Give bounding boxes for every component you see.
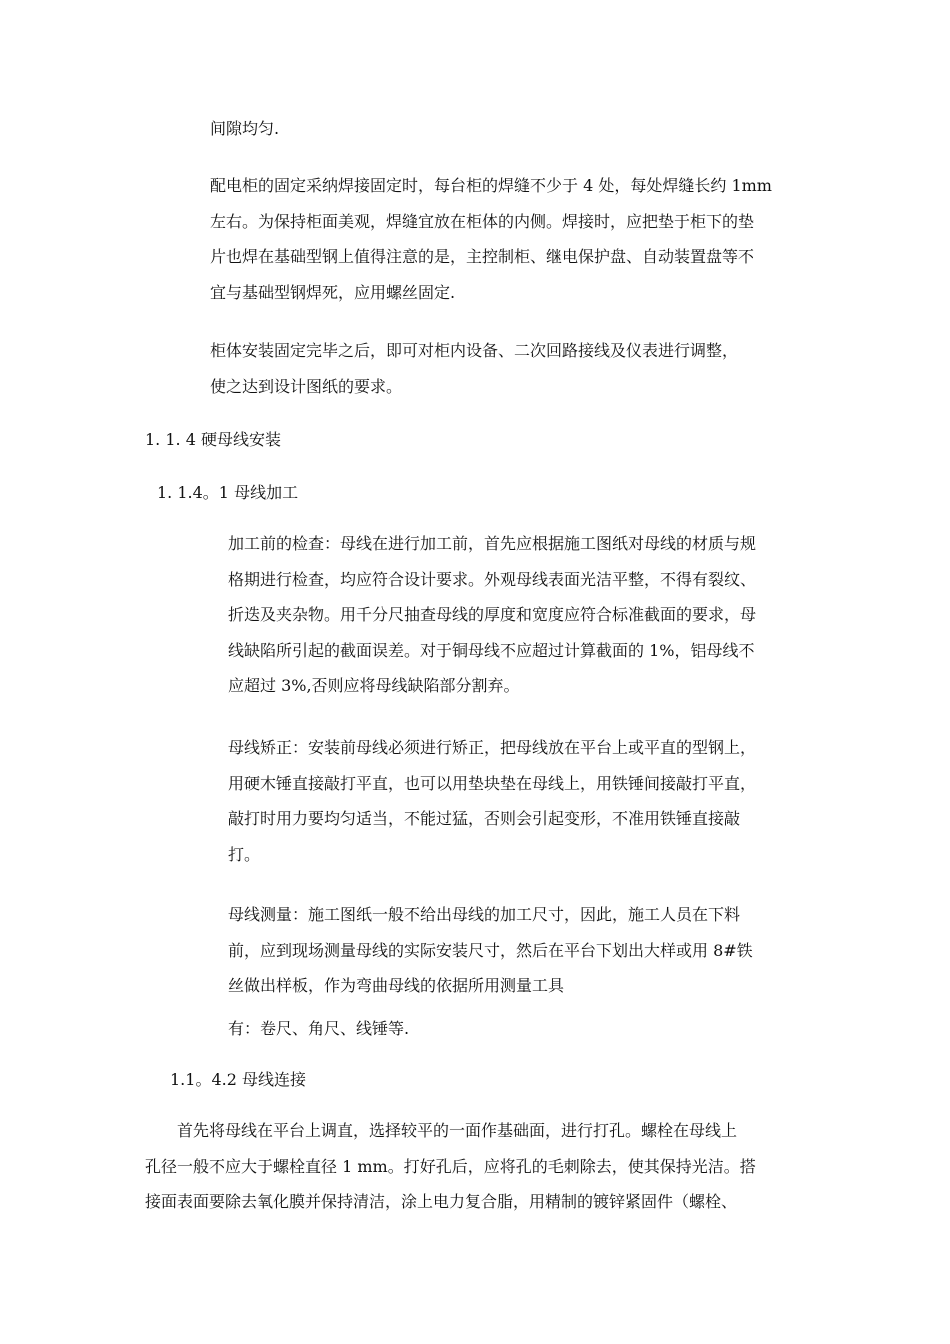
section-heading-1-1-4: 1. 1. 4 硬母线安装 [145, 430, 281, 449]
text-line: 柜体安装固定完毕之后，即可对柜内设备、二次回路接线及仪表进行调整， [210, 341, 739, 360]
text-line: 左右。为保持柜面美观，焊缝宜放在柜体的内侧。焊接时，应把垫于柜下的垫 [210, 211, 755, 231]
text-line: 丝做出样板，作为弯曲母线的依据所用测量工具 [228, 976, 565, 995]
text-line: 使之达到设计图纸的要求。 [210, 376, 403, 396]
text-line: 加工前的检查：母线在进行加工前，首先应根据施工图纸对母线的材质与规 [228, 534, 757, 553]
section-heading-1-1-4-2: 1.1。4.2 母线连接 [170, 1070, 306, 1089]
text-line: 宜与基础型钢焊死，应用螺丝固定. [210, 282, 456, 302]
text-line: 有：卷尺、角尺、线锤等. [228, 1019, 410, 1038]
paragraph-busbar-straightening [228, 730, 756, 872]
text-line: 格期进行检查，均应符合设计要求。外观母线表面光洁平整，不得有裂纹、 [228, 569, 757, 589]
paragraph-pre-processing-inspection [228, 526, 756, 704]
text-line: 孔径一般不应大于螺栓直径 1 mm。打好孔后，应将孔的毛刺除去，使其保持光洁。搭 [145, 1156, 756, 1176]
paragraph-measuring-tools [228, 1015, 409, 1043]
text-line: 打。 [228, 844, 261, 864]
text-line: 接面表面要除去氧化膜并保持清洁，涂上电力复合脂，用精制的镀锌紧固件（螺栓、 [145, 1192, 738, 1211]
text-line: 母线测量：施工图纸一般不给出母线的加工尺寸，因此，施工人员在下料 [228, 905, 741, 924]
text-line: 用硬木锤直接敲打平直，也可以用垫块垫在母线上，用铁锤间接敲打平直， [228, 773, 757, 793]
text-line: 应超过 3%,否则应将母线缺陷部分割弃。 [228, 676, 520, 695]
text-line: 首先将母线在平台上调直，选择较平的一面作基础面，进行打孔。螺栓在母线上 [177, 1121, 738, 1140]
text-line: 折迭及夹杂物。用千分尺抽查母线的厚度和宽度应符合标准截面的要求，母 [228, 605, 757, 624]
paragraph-busbar-measurement [228, 897, 753, 1004]
text-line: 前，应到现场测量母线的实际安装尺寸，然后在平台下划出大样或用 8#铁 [228, 940, 753, 960]
text-line: 配电柜的固定采纳焊接固定时，每台柜的焊缝不少于 4 处，每处焊缝长约 1mm [210, 176, 772, 195]
section-heading-1-1-4-1: 1. 1.4。1 母线加工 [157, 483, 299, 502]
text-line: 片也焊在基础型钢上值得注意的是，主控制柜、继电保护盘、自动装置盘等不 [210, 247, 755, 266]
text-line: 线缺陷所引起的截面误差。对于铜母线不应超过计算截面的 1%，铝母线不 [228, 640, 755, 660]
paragraph-busbar-connection [145, 1113, 756, 1220]
text-line: 敲打时用力要均匀适当，不能过猛，否则会引起变形，不准用铁锤直接敲 [228, 809, 741, 828]
paragraph-welding-fixing [210, 168, 772, 310]
text-line: 间隙均匀. [210, 119, 280, 138]
paragraph-adjustment [210, 333, 738, 404]
paragraph-gap-uniform [210, 115, 279, 143]
text-line: 母线矫正：安装前母线必须进行矫正，把母线放在平台上或平直的型钢上， [228, 738, 757, 757]
